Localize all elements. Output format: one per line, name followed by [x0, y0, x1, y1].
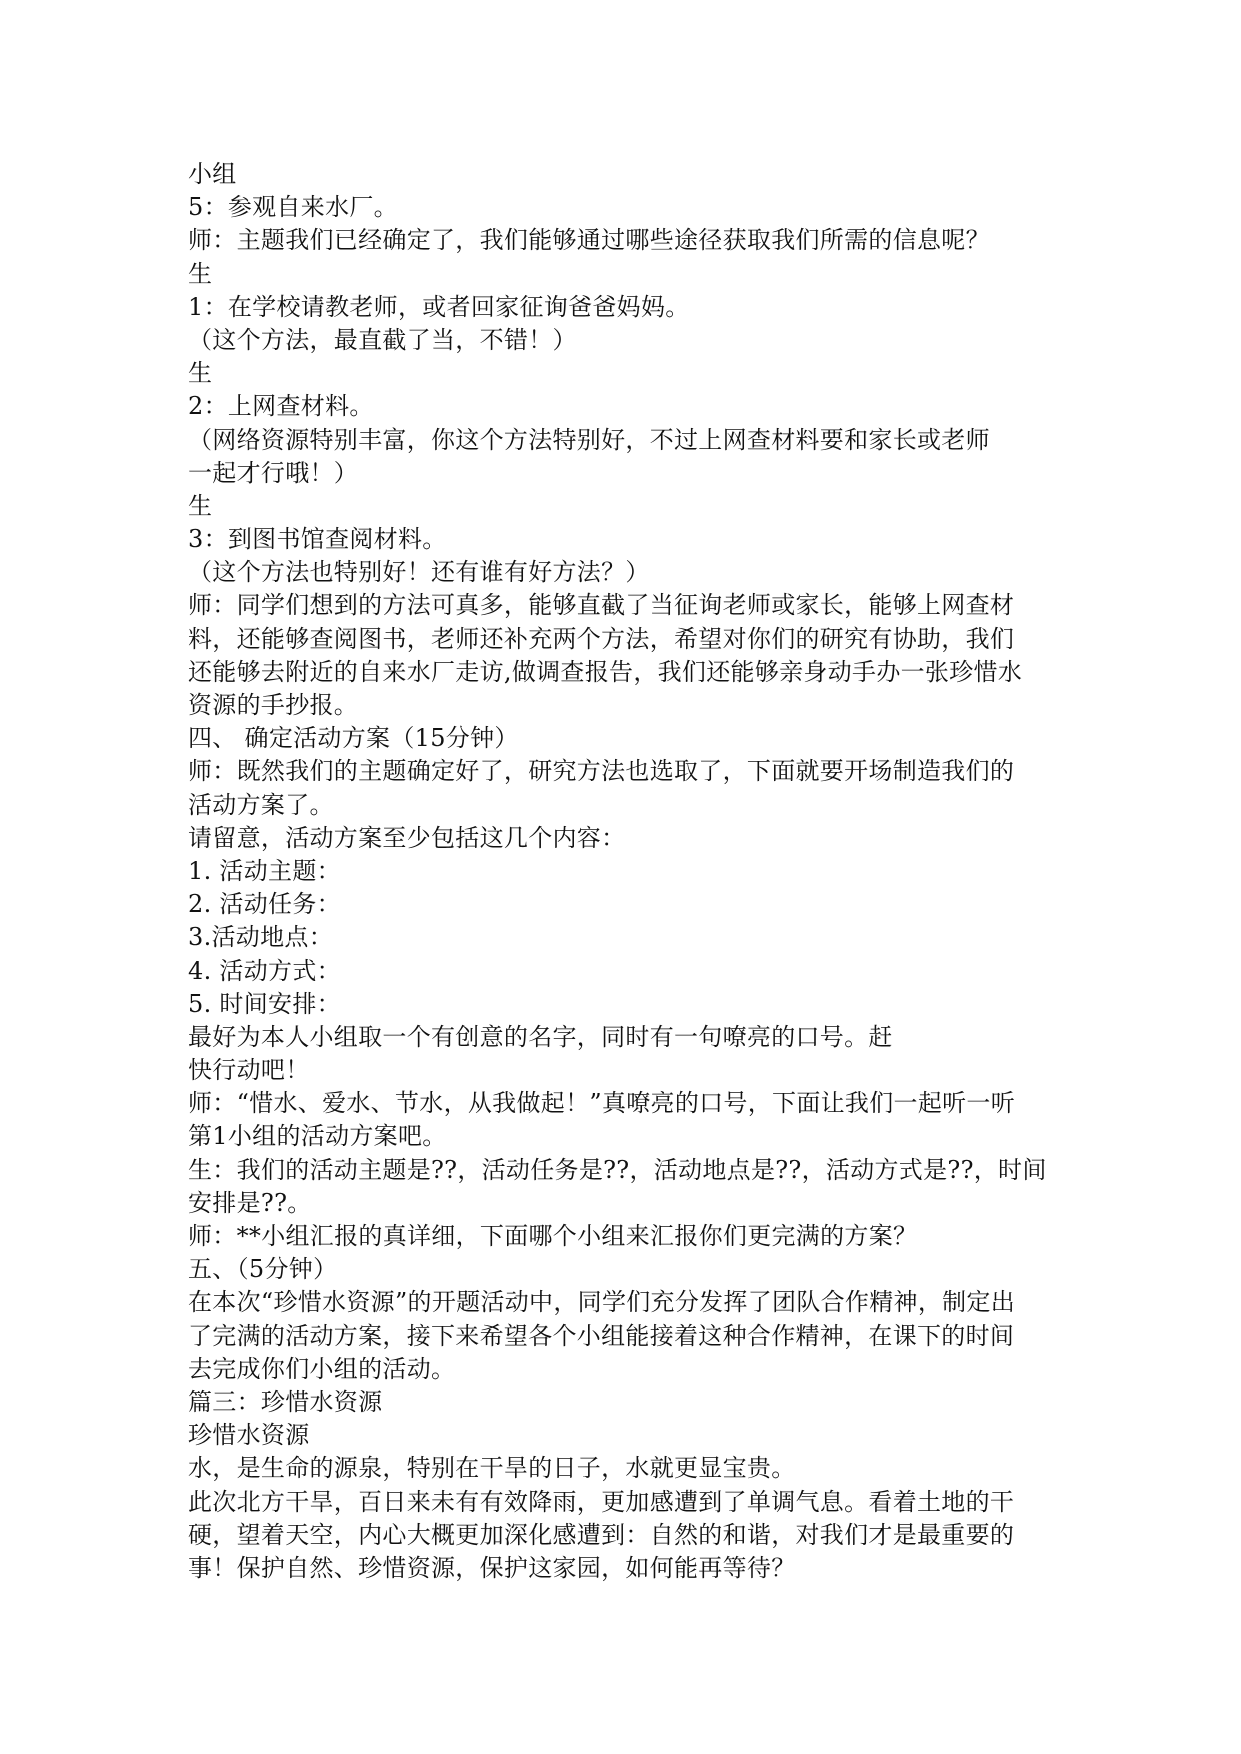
text-line: 安排是??。	[188, 1188, 312, 1217]
text-line: 1：在学校请教老师，或者回家征询爸爸妈妈。	[188, 292, 690, 321]
text-line: 最好为本人小组取一个有创意的名字，同时有一句嘹亮的口号。赶	[188, 1022, 893, 1051]
section-heading: 四、 确定活动方案（15分钟）	[188, 724, 519, 753]
text-line: 5：参观自来水厂。	[188, 193, 398, 222]
text-line: 小组	[188, 160, 237, 188]
list-item: 4. 活动方式：	[188, 956, 341, 985]
text-line: 师：**小组汇报的真详细，下面哪个小组来汇报你们更完满的方案？	[188, 1222, 918, 1250]
text-line: 一起才行哦！）	[188, 458, 359, 487]
text-line: 此次北方干旱，百日来未有有效降雨，更加感遭到了单调气息。看着土地的干	[188, 1487, 1015, 1516]
list-item: 2. 活动任务：	[188, 890, 341, 919]
text-line: 去完成你们小组的活动。	[188, 1354, 456, 1383]
list-item: 1. 活动主题：	[188, 856, 341, 885]
text-line: 水，是生命的源泉，特别在干旱的日子，水就更显宝贵。	[188, 1454, 796, 1483]
text-line: 师：主题我们已经确定了，我们能够通过哪些途径获取我们所需的信息呢？	[188, 226, 990, 255]
text-line: （这个方法，最直截了当，不错！）	[188, 325, 577, 354]
text-line: 3：到图书馆查阅材料。	[188, 525, 447, 554]
text-line: 2：上网查材料。	[188, 392, 374, 421]
document-page	[188, 158, 1068, 1585]
text-line: 事！保护自然、珍惜资源，保护这家园，如何能再等待？	[188, 1553, 796, 1582]
section-heading: 篇三：珍惜水资源	[188, 1387, 383, 1416]
text-line: 了完满的活动方案，接下来希望各个小组能接着这种合作精神，在课下的时间	[188, 1321, 1015, 1350]
list-item: 3.活动地点：	[188, 923, 333, 952]
text-line: 生：我们的活动主题是??，活动任务是??，活动地点是??，活动方式是??，时间	[188, 1155, 1047, 1184]
text-line: 师：同学们想到的方法可真多，能够直截了当征询老师或家长，能够上网查材	[188, 591, 1015, 620]
text-line: 活动方案了。	[188, 790, 334, 819]
text-line: 还能够去附近的自来水厂走访,做调查报告，我们还能够亲身动手办一张珍惜水	[188, 657, 1023, 686]
text-line: （网络资源特别丰富，你这个方法特别好，不过上网查材料要和家长或老师	[188, 425, 990, 454]
section-heading: 五、（5分钟）	[188, 1255, 338, 1284]
text-line: 料，还能够查阅图书，老师还补充两个方法，希望对你们的研究有协助，我们	[188, 624, 1015, 653]
text-line: 请留意，活动方案至少包括这几个内容：	[188, 823, 626, 852]
text-line: 生	[188, 491, 213, 520]
text-line: 资源的手抄报。	[188, 691, 359, 719]
text-line: 生	[188, 259, 213, 288]
text-line: 硬，望着天空，内心大概更加深化感遭到：自然的和谐，对我们才是最重要的	[188, 1520, 1015, 1549]
list-item: 5. 时间安排：	[188, 989, 341, 1018]
text-line: 在本次“珍惜水资源”的开题活动中，同学们充分发挥了团队合作精神，制定出	[188, 1288, 1016, 1317]
text-line: 快行动吧！	[188, 1056, 310, 1085]
text-line: 师：“惜水、爱水、节水，从我做起！”真嘹亮的口号，下面让我们一起听一听	[188, 1089, 1016, 1118]
text-line: （这个方法也特别好！还有谁有好方法？）	[188, 558, 650, 587]
text-line: 生	[188, 359, 213, 388]
article-title: 珍惜水资源	[188, 1421, 310, 1450]
text-line: 第1小组的活动方案吧。	[188, 1122, 447, 1151]
text-line: 师：既然我们的主题确定好了，研究方法也选取了，下面就要开场制造我们的	[188, 757, 1015, 786]
